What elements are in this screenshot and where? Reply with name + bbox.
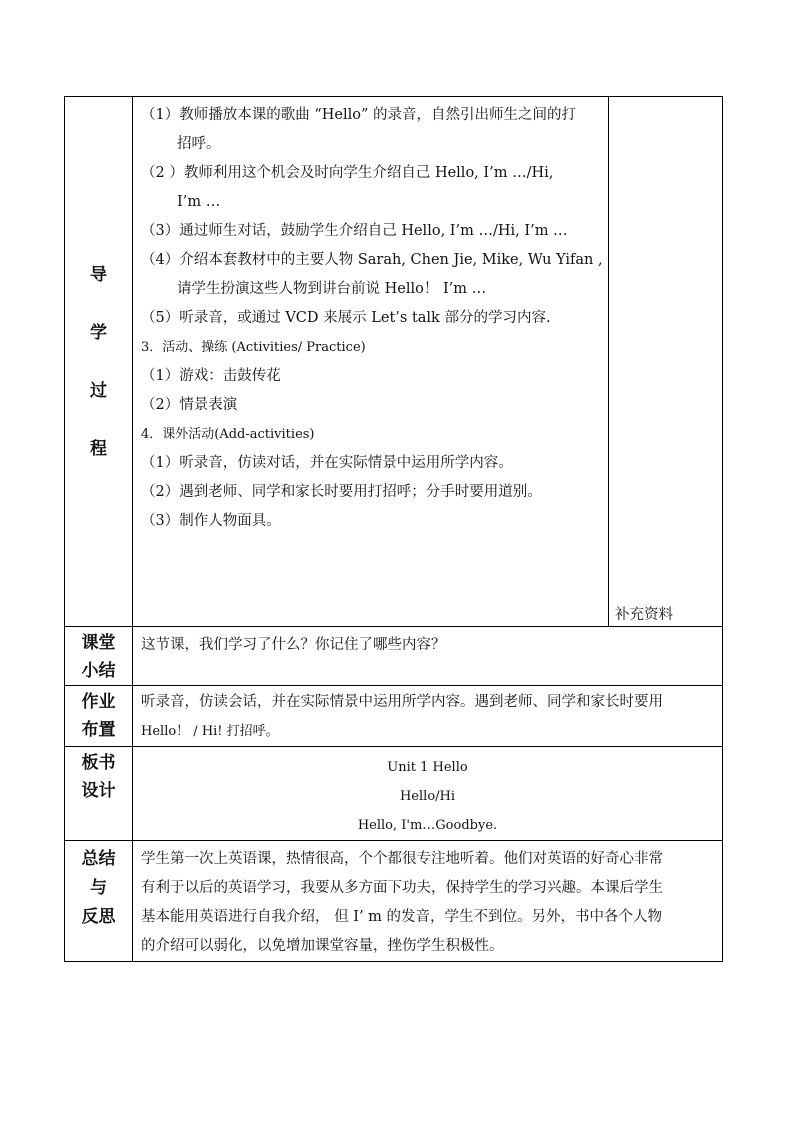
process-label <box>65 97 133 627</box>
summary-label-line: 课堂 <box>81 633 116 653</box>
board-line: Unit 1 Hello <box>387 760 468 775</box>
process-label-char: 程 <box>90 438 107 459</box>
process-line: （1）游戏：击鼓传花 <box>141 368 281 384</box>
process-label-char: 导 <box>90 264 107 285</box>
reflection-line: 的介绍可以弱化，以免增加课堂容量，挫伤学生积极性。 <box>141 938 504 954</box>
reflection-label <box>65 841 133 962</box>
board-row <box>65 747 723 841</box>
summary-label <box>65 627 133 686</box>
homework-content <box>133 686 723 747</box>
process-line: （2）情景表演 <box>141 397 238 413</box>
homework-line: 听录音，仿读会话，并在实际情景中运用所学内容。遇到老师、同学和家长时要用 <box>141 694 663 710</box>
process-line: （3）制作人物面具。 <box>141 513 281 529</box>
reflection-line: 学生第一次上英语课，热情很高，个个都很专注地听着。他们对英语的好奇心非常 <box>141 851 663 867</box>
process-line: 3．活动、操练 (Activities/ Practice) <box>141 340 366 355</box>
reflection-line: 基本能用英语进行自我介绍， 但 I’ m 的发音，学生不到位。另外，书中各个人物 <box>141 909 663 925</box>
process-label-char: 学 <box>90 322 107 343</box>
board-label-line: 板书 <box>81 753 116 773</box>
process-line: （5）听录音，或通过 VCD 来展示 Let’s talk 部分的学习内容. <box>141 310 551 326</box>
lesson-plan-table <box>64 96 723 962</box>
process-label-char: 过 <box>90 380 107 401</box>
summary-row <box>65 627 723 686</box>
process-line: I’m … <box>177 194 221 210</box>
reflection-row <box>65 841 723 962</box>
board-content <box>133 747 723 841</box>
board-line: Hello, I'm…Goodbye. <box>357 818 498 833</box>
process-line: （2 ）教师利用这个机会及时向学生介绍自己 Hello, I’m …/Hi, <box>141 165 554 181</box>
homework-label-line: 作业 <box>81 692 116 712</box>
board-line: Hello/Hi <box>399 789 456 804</box>
lesson-plan-page <box>64 96 722 962</box>
process-row <box>65 97 723 627</box>
summary-content <box>133 627 723 686</box>
process-line: 招呼。 <box>177 136 221 152</box>
process-content <box>133 97 609 627</box>
homework-label <box>65 686 133 747</box>
reflection-label-line: 总结 <box>81 849 116 869</box>
board-label <box>65 747 133 841</box>
process-line: （1）听录音，仿读对话，并在实际情景中运用所学内容。 <box>141 455 513 471</box>
homework-line: Hello！ / Hi! 打招呼。 <box>141 724 279 739</box>
process-line: （4）介绍本套教材中的主要人物 Sarah, Chen Jie, Mike, Wu Yifan , <box>141 252 603 268</box>
summary-text: 这节课，我们学习了什么？你记住了哪些内容？ <box>141 637 446 653</box>
reflection-label-line: 与 <box>90 878 107 898</box>
supplement-cell <box>609 97 723 627</box>
process-line: （2）遇到老师、同学和家长时要用打招呼；分手时要用道别。 <box>141 484 542 500</box>
process-line: 请学生扮演这些人物到讲台前说 Hello！ I’m … <box>177 281 487 297</box>
reflection-content <box>133 841 723 962</box>
reflection-label-line: 反思 <box>81 907 116 927</box>
supplement-label: 补充资料 <box>615 607 673 623</box>
homework-label-line: 布置 <box>81 720 116 740</box>
process-line: （1）教师播放本课的歌曲 “Hello” 的录音，自然引出师生之间的打 <box>141 107 576 123</box>
reflection-line: 有利于以后的英语学习，我要从多方面下功夫，保持学生的学习兴趣。本课后学生 <box>141 880 663 896</box>
summary-label-line: 小结 <box>81 661 116 681</box>
process-line: （3）通过师生对话，鼓励学生介绍自己 Hello, I’m …/Hi, I’m … <box>141 223 568 239</box>
board-label-line: 设计 <box>81 781 116 801</box>
homework-row <box>65 686 723 747</box>
process-line: 4．课外活动(Add-activities) <box>141 427 315 442</box>
